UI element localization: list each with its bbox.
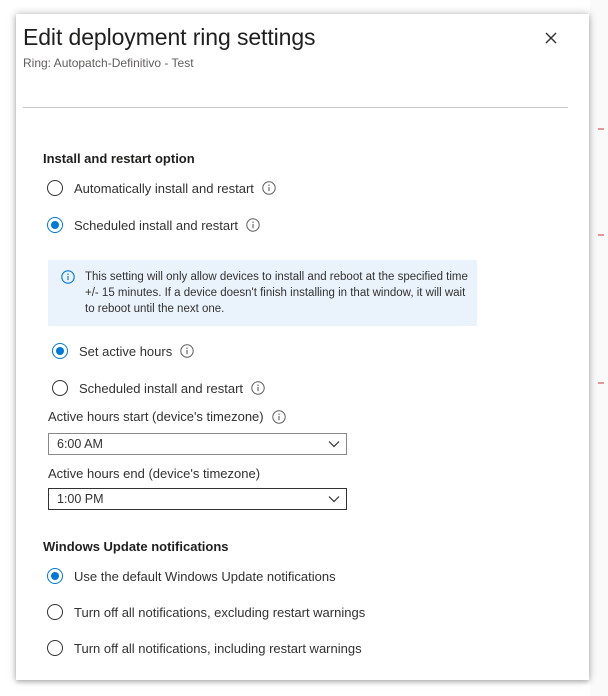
notifications-heading: Windows Update notifications	[43, 539, 229, 554]
radio-label: Turn off all notifications, including restart warnings	[74, 640, 362, 656]
radio-button[interactable]	[47, 640, 63, 656]
radio-button[interactable]	[47, 568, 63, 584]
chevron-down-icon	[328, 439, 340, 449]
field-label-text: Active hours start (device's timezone)	[48, 409, 264, 424]
radio-label: Set active hours	[79, 343, 173, 359]
radio-label: Scheduled install and restart	[79, 380, 244, 396]
background-marker	[598, 128, 604, 130]
install-restart-heading: Install and restart option	[43, 151, 195, 166]
panel-title: Edit deployment ring settings	[23, 24, 316, 50]
radio-button[interactable]	[52, 380, 68, 396]
radio-button[interactable]	[47, 180, 63, 196]
dropdown-value: 6:00 AM	[57, 437, 103, 451]
info-icon[interactable]	[262, 181, 276, 195]
info-icon	[61, 270, 75, 284]
radio-label: Automatically install and restart	[74, 180, 254, 196]
field-label-text: Active hours end (device's timezone)	[48, 466, 261, 481]
active-hours-start-label	[48, 409, 286, 424]
radio-off-including-restart[interactable]	[47, 637, 362, 659]
radio-label: Turn off all notifications, excluding restart warnings	[74, 604, 366, 620]
radio-button[interactable]	[52, 343, 68, 359]
info-message-box	[48, 260, 477, 326]
panel-subtitle: Ring: Autopatch-Definitivo - Test	[23, 56, 194, 70]
radio-scheduled-install-restart[interactable]	[47, 214, 260, 236]
info-icon[interactable]	[246, 218, 260, 232]
active-hours-end-dropdown[interactable]	[48, 488, 347, 510]
edit-ring-panel	[16, 14, 589, 680]
radio-off-excluding-restart[interactable]	[47, 601, 365, 623]
radio-button[interactable]	[47, 217, 63, 233]
dropdown-value: 1:00 PM	[57, 492, 104, 506]
radio-button[interactable]	[47, 604, 63, 620]
close-icon	[539, 26, 563, 50]
background-content-strip	[590, 0, 608, 696]
radio-default-notifications[interactable]	[47, 565, 336, 587]
background-marker	[598, 234, 604, 236]
radio-set-active-hours[interactable]	[52, 340, 194, 362]
radio-label: Scheduled install and restart	[74, 217, 239, 233]
active-hours-end-label	[48, 466, 260, 481]
radio-automatically-install-restart[interactable]	[47, 177, 276, 199]
background-marker	[598, 382, 604, 384]
radio-scheduled-install-restart-sub[interactable]	[52, 377, 265, 399]
close-button[interactable]	[539, 26, 563, 50]
header-divider	[23, 107, 568, 108]
info-message-text: This setting will only allow devices to install and reboot at the specified time +/- 15 minutes. If a device doesn't finish installing in that window, it will wait to reboot until the next one.	[85, 271, 468, 315]
info-icon[interactable]	[251, 381, 265, 395]
chevron-down-icon	[328, 494, 340, 504]
info-icon[interactable]	[272, 410, 286, 424]
active-hours-start-dropdown[interactable]	[48, 433, 347, 455]
info-icon[interactable]	[180, 344, 194, 358]
radio-label: Use the default Windows Update notifications	[74, 568, 336, 584]
